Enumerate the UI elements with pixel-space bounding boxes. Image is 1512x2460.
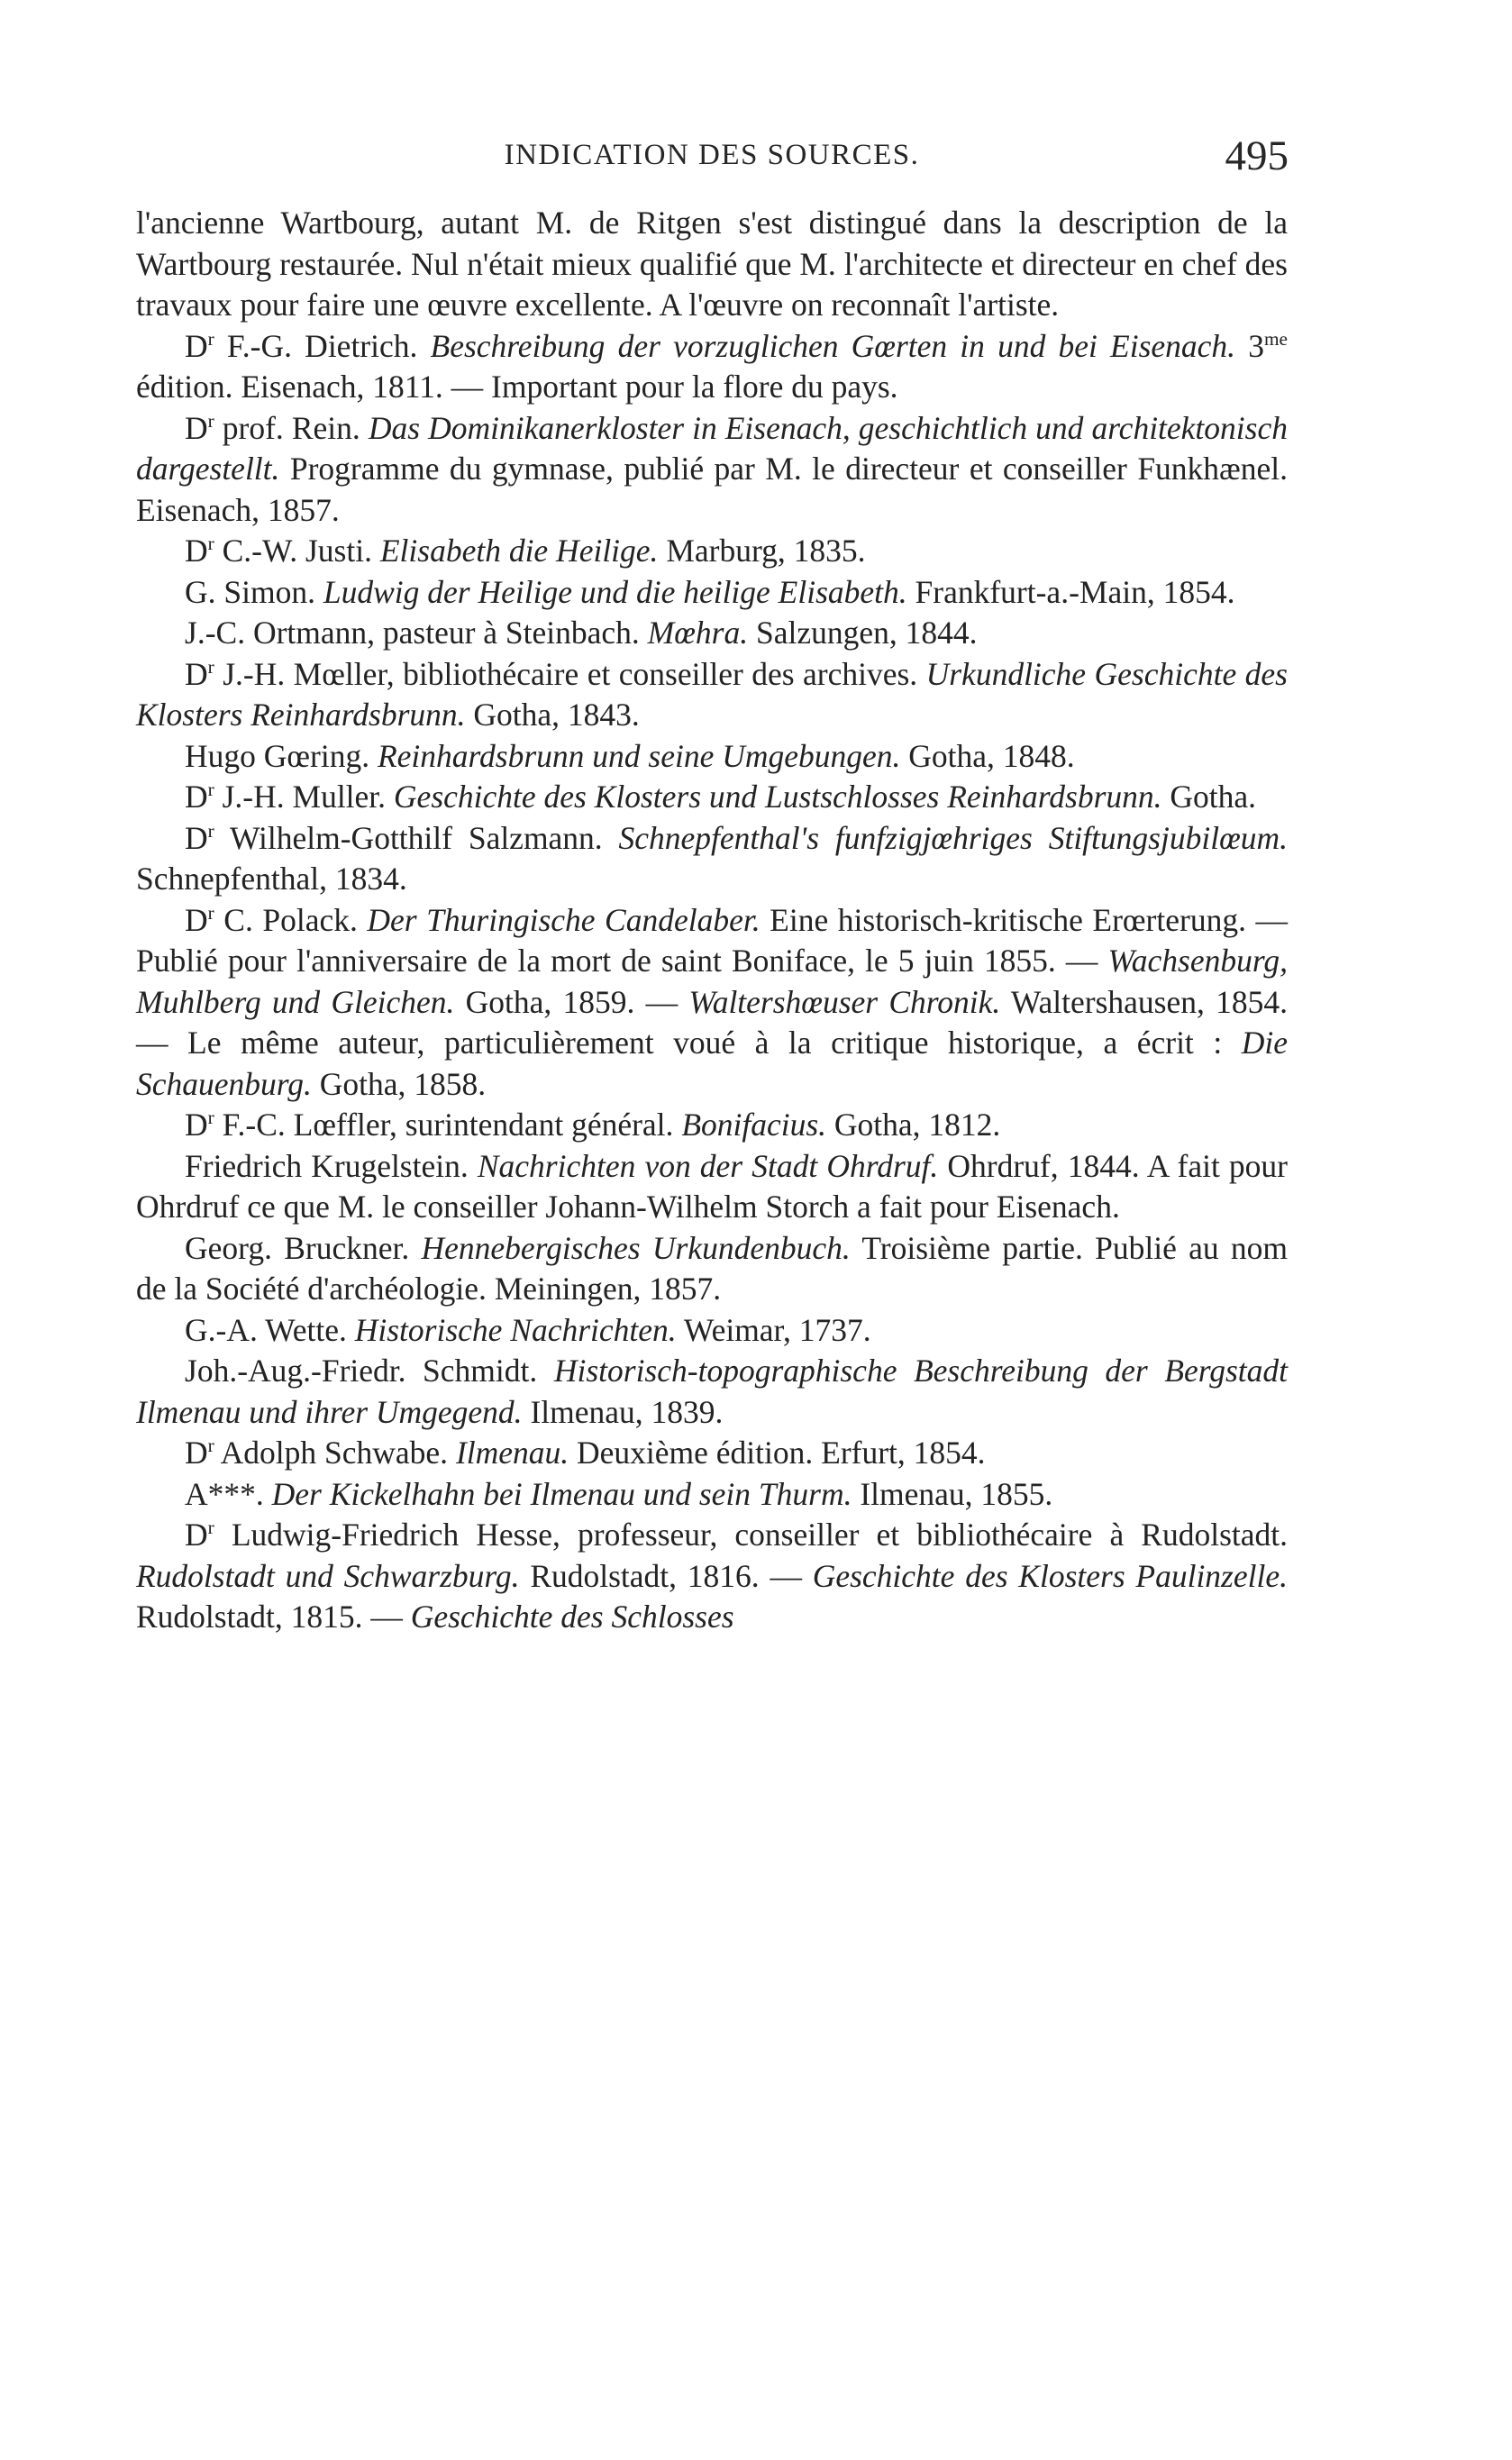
entry-text: G.-A. Wette. — [185, 1311, 355, 1348]
entry-text: C. Polack. — [214, 901, 368, 938]
entry-text: 3 — [1235, 327, 1264, 364]
source-entry — [136, 818, 1288, 900]
source-entry — [136, 1351, 1288, 1433]
superscript: r — [207, 1107, 214, 1129]
entry-text: Wilhelm-Gotthilf Salzmann. — [214, 819, 619, 856]
work-title: Das Dominikanerkloster in Eisenach, geschichtlich und architektonisch dargestellt. — [136, 409, 1288, 487]
superscript: r — [207, 655, 214, 678]
entry-text: D — [185, 327, 208, 364]
source-entry — [136, 1228, 1288, 1310]
source-entry — [136, 777, 1288, 818]
source-entry — [136, 326, 1288, 408]
superscript: r — [207, 409, 214, 432]
entry-text: D — [185, 409, 208, 446]
entry-text: Gotha, 1843. — [465, 697, 640, 733]
work-title: Geschichte des Schlosses — [410, 1599, 734, 1635]
entry-text: D — [185, 655, 208, 692]
entry-text: D — [185, 533, 208, 569]
work-title: Mœhra. — [647, 615, 749, 651]
work-title: Elisabeth die Heilige. — [379, 533, 659, 569]
entry-text: Eine historisch-kritische Erœrterung. — Publié pour l'anniversaire de la mort de saint Boniface, le 5 juin 1855. — — [136, 901, 1288, 979]
source-entry — [136, 408, 1288, 532]
entry-text: Gotha, 1812. — [826, 1107, 1001, 1143]
work-title: Nachrichten von der Stadt Ohrdruf. — [477, 1147, 939, 1184]
work-title: Geschichte des Klosters Paulinzelle. — [812, 1557, 1288, 1594]
entry-text: Marburg, 1835. — [658, 533, 866, 569]
entry-text: prof. Rein. — [214, 409, 369, 446]
entry-text: Rudolstadt, 1816. — — [519, 1557, 813, 1594]
entry-text: A***. — [185, 1475, 272, 1512]
page-number: 495 — [1225, 132, 1289, 179]
source-entry — [136, 1105, 1288, 1146]
entry-text: Adolph Schwabe. — [214, 1435, 456, 1471]
running-header — [135, 132, 1289, 195]
entry-text: Ohrdruf, 1844. A fait pour Ohrdruf ce que M. le conseiller Johann-Wilhelm Storch a fait pour Eisenach. — [136, 1147, 1288, 1225]
entry-text: Schnepfenthal, 1834. — [136, 861, 407, 897]
entry-text: Programme du gymnase, publié par M. le directeur et conseiller Funkhænel. Eisenach, 1857. — [136, 451, 1288, 528]
superscript: r — [207, 901, 214, 924]
entry-text: D — [185, 819, 208, 856]
work-title: Geschichte des Klosters und Lustschlosses Reinhardsbrunn. — [393, 779, 1162, 815]
sources-list — [136, 203, 1288, 1638]
entry-text: Frankfurt-a.-Main, 1854. — [906, 573, 1235, 610]
entry-text: D — [185, 901, 208, 938]
superscript: r — [207, 819, 214, 842]
entry-text: Waltershausen, 1854. — Le même auteur, particulièrement voué à la critique historique, a écrit : — [136, 983, 1288, 1061]
header-title: INDICATION DES SOURCES. — [504, 139, 920, 171]
entry-text: Rudolstadt, 1815. — — [136, 1599, 411, 1635]
superscript: r — [207, 1517, 214, 1539]
entry-text: Ilmenau, 1855. — [852, 1475, 1053, 1512]
entry-text: D — [185, 1107, 208, 1143]
entry-text: Deuxième édition. Erfurt, 1854. — [569, 1435, 986, 1471]
entry-text: Gotha. — [1161, 779, 1257, 815]
work-title: Ludwig der Heilige und die heilige Elisabeth. — [323, 573, 907, 610]
entry-text: D — [185, 779, 208, 815]
continuation-paragraph — [136, 203, 1288, 326]
entry-text: Gotha, 1858. — [311, 1065, 487, 1102]
entry-text: D — [185, 1435, 208, 1471]
work-title: Ilmenau. — [455, 1435, 569, 1471]
entry-text: Gotha, 1848. — [900, 737, 1075, 774]
entry-text: Troisième partie. Publié au nom de la Société d'archéologie. Meiningen, 1857. — [136, 1229, 1289, 1307]
entry-text: Georg. Bruckner. — [185, 1229, 422, 1266]
source-entry — [136, 531, 1288, 572]
entry-text: Weimar, 1737. — [676, 1311, 871, 1348]
work-title: Beschreibung der vorzuglichen Gœrten in und bei Eisenach. — [430, 327, 1236, 364]
entry-text: Hugo Gœring. — [185, 737, 378, 774]
entry-text: J.-H. Muller. — [214, 779, 394, 815]
entry-text: D — [185, 1517, 208, 1553]
entry-text: Ilmenau, 1839. — [522, 1393, 724, 1430]
superscript: r — [207, 533, 214, 555]
work-title: Bonifacius. — [681, 1107, 827, 1143]
entry-text: Joh.-Aug.-Friedr. Schmidt. — [185, 1353, 554, 1389]
work-title: Die Schauenburg. — [136, 1025, 1288, 1102]
entry-text: Ludwig-Friedrich Hesse, professeur, conseiller et bibliothécaire à Rudolstadt. — [214, 1517, 1288, 1553]
source-entry — [136, 1474, 1288, 1516]
entry-text: J.-C. Ortmann, pasteur à Steinbach. — [185, 615, 648, 651]
source-entry — [136, 1515, 1288, 1638]
source-entry — [136, 736, 1288, 778]
superscript: me — [1263, 327, 1289, 350]
work-title: Waltershœuser Chronik. — [688, 983, 1001, 1020]
entry-text: F.-G. Dietrich. — [214, 327, 431, 364]
work-title: Hennebergisches Urkundenbuch. — [421, 1229, 851, 1266]
work-title: Schnepfenthal's funfzigjœhriges Stiftungsjubilœum. — [618, 819, 1289, 856]
superscript: r — [207, 1435, 214, 1457]
entry-text: J.-H. Mœller, bibliothécaire et conseiller des archives. — [214, 655, 926, 692]
source-entry — [136, 900, 1288, 1106]
work-title: Historisch-topographische Beschreibung der Bergstadt Ilmenau und ihrer Umgegend. — [136, 1353, 1289, 1430]
superscript: r — [207, 327, 214, 350]
work-title: Der Thuringische Candelaber. — [367, 901, 761, 938]
source-entry — [136, 1146, 1288, 1228]
entry-text: édition. Eisenach, 1811. — Important pour la flore du pays. — [136, 369, 898, 405]
work-title: Reinhardsbrunn und seine Umgebungen. — [377, 737, 901, 774]
work-title: Historische Nachrichten. — [354, 1311, 677, 1348]
work-title: Urkundliche Geschichte des Klosters Reinhardsbrunn. — [136, 655, 1288, 733]
entry-text: Gotha, 1859. — — [454, 983, 689, 1020]
work-title: Der Kickelhahn bei Ilmenau und sein Thurm. — [271, 1475, 852, 1512]
source-entry — [136, 613, 1288, 654]
entry-text: F.-C. Lœffler, surintendant général. — [214, 1107, 682, 1143]
entry-text: Friedrich Krugelstein. — [185, 1147, 478, 1184]
entry-text: C.-W. Justi. — [214, 533, 380, 569]
work-title: Rudolstadt und Schwarzburg. — [136, 1557, 520, 1594]
source-entry — [136, 1310, 1288, 1352]
source-entry — [136, 572, 1288, 614]
superscript: r — [207, 779, 214, 801]
work-title: Wachsenburg, Muhlberg und Gleichen. — [136, 943, 1288, 1020]
source-entry — [136, 1433, 1288, 1474]
entry-text: l'ancienne Wartbourg, autant M. de Ritgen s'est distingué dans la description de la Wartbourg restaurée. Nul n'était mieux qualifié que M. l'architecte et directeur en chef des travaux pour faire une œuvre excellente. A l'œuvre on reconnaît l'artiste. — [136, 205, 1288, 323]
entry-text: G. Simon. — [185, 573, 323, 610]
entry-text: Salzungen, 1844. — [748, 615, 978, 651]
source-entry — [136, 654, 1288, 736]
